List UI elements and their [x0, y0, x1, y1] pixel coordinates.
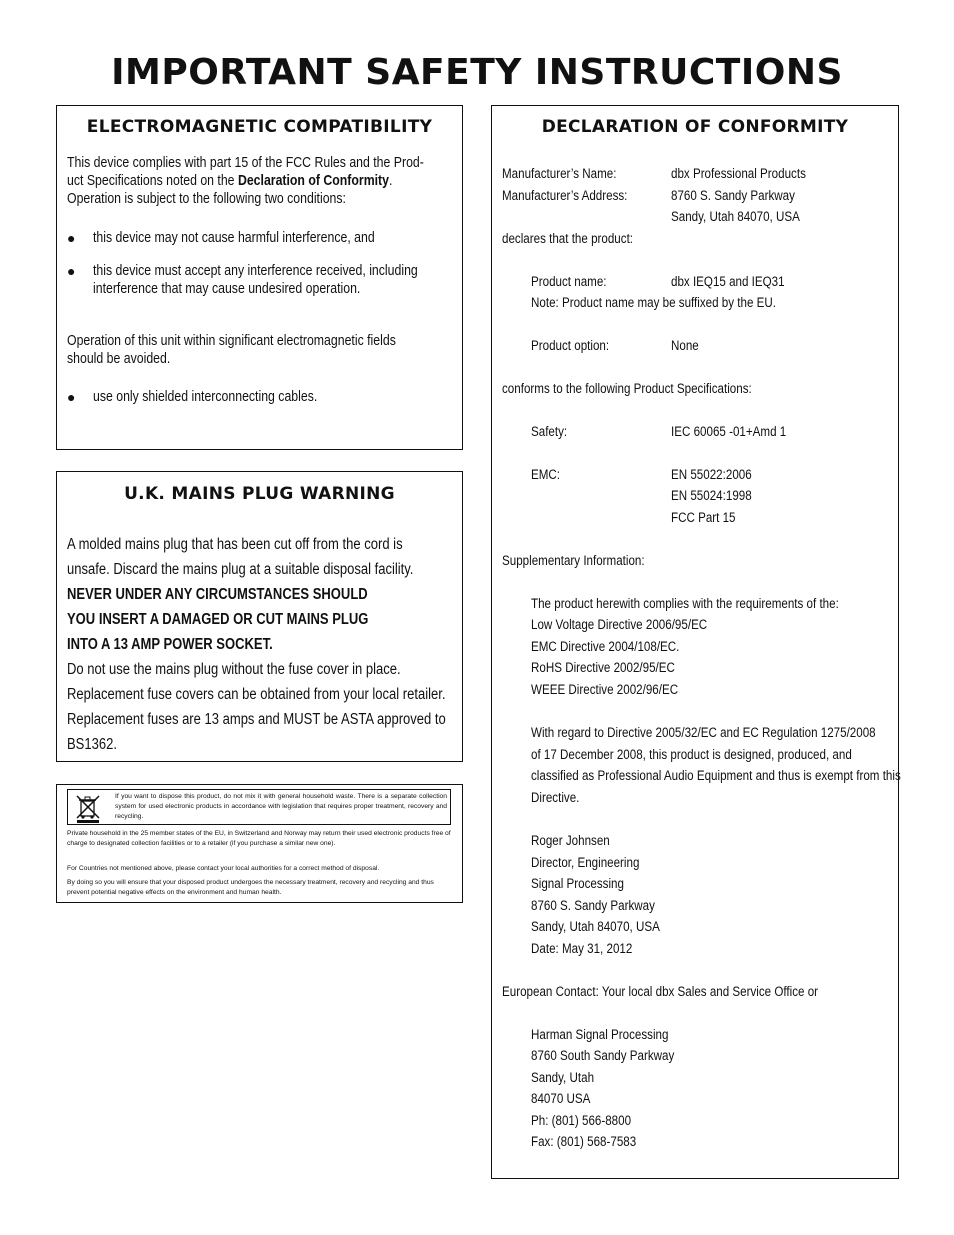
emc-heading: ELECTROMAGNETIC COMPATIBILITY	[86, 117, 433, 137]
weee-disposal-section	[56, 784, 463, 903]
emc-para: Operation of this unit within significant electromagnetic fields should be avoided.	[67, 332, 396, 367]
declaration-line: dbx IEQ15 and IEQ31	[671, 274, 785, 289]
declaration-line: Harman Signal Processing	[531, 1027, 669, 1042]
weee-paragraph: By doing so you will ensure that your disposed product undergoes the necessary treatment, recovery and recycling and thus prevent potential negative effects on the environment and human health.	[67, 879, 434, 896]
declaration-line: Safety:	[531, 424, 568, 439]
declaration-line: Note: Product name may be suffixed by the EU.	[531, 295, 777, 310]
declaration-line: Ph: (801) 566-8800	[531, 1113, 632, 1128]
declaration-line: Directive.	[531, 790, 580, 805]
declaration-line: declares that the product:	[502, 231, 634, 246]
declaration-line: Low Voltage Directive 2006/95/EC	[531, 617, 708, 632]
declaration-line: With regard to Directive 2005/32/EC and EC Regulation 1275/2008	[531, 725, 876, 740]
declaration-line: 8760 South Sandy Parkway	[531, 1048, 675, 1063]
declaration-line: Sandy, Utah 84070, USA	[671, 209, 800, 224]
uk-body: A molded mains plug that has been cut off from the cord is unsafe. Discard the mains plug at a suitable disposal facility. NEVER UNDER ANY CIRCUMSTANCES SHOULD YOU INSERT A DAMAGED OR CUT MAINS PLUG INTO A 13 AMP POWER SOCKET. Do not use the mains plug without the fuse cover in place. Replacement fuse covers can be obtained from your local retailer. Replacement fuses are 13 amps and MUST be ASTA approved to BS1362.	[67, 532, 455, 757]
declaration-line: Director, Engineering	[531, 855, 640, 870]
weee-notice-box	[67, 789, 451, 825]
declaration-line: Sandy, Utah	[531, 1070, 595, 1085]
declaration-line: 8760 S. Sandy Parkway	[671, 188, 795, 203]
emc-intro-line: uct Specifications noted on the Declaration of Conformity.	[67, 172, 393, 189]
declaration-line: Product option:	[531, 338, 610, 353]
declaration-line: None	[671, 338, 699, 353]
declaration-line: RoHS Directive 2002/95/EC	[531, 660, 675, 675]
warning-text: YOU INSERT A DAMAGED OR CUT MAINS PLUG	[67, 611, 369, 628]
uk-heading: U.K. MAINS PLUG WARNING	[124, 484, 395, 504]
declaration-line: Product name:	[531, 274, 607, 289]
page-title: IMPORTANT SAFETY INSTRUCTIONS	[111, 52, 843, 93]
weee-paragraph: For Countries not mentioned above, please contact your local authorities for a correct method of disposal.	[67, 865, 380, 872]
declaration-line: Signal Processing	[531, 876, 624, 891]
declaration-line: of 17 December 2008, this product is designed, produced, and	[531, 747, 852, 762]
warning-text: INTO A 13 AMP POWER SOCKET.	[67, 636, 273, 653]
declaration-line: The product herewith complies with the requirements of the:	[531, 596, 839, 611]
declaration-line: Roger Johnsen	[531, 833, 610, 848]
bullet-icon: ●	[67, 230, 76, 246]
declaration-line: Manufacturer’s Address:	[502, 188, 628, 203]
declaration-line: Fax: (801) 568-7583	[531, 1134, 637, 1149]
doc-heading: DECLARATION OF CONFORMITY	[541, 117, 849, 137]
declaration-line: 84070 USA	[531, 1091, 591, 1106]
declaration-line: European Contact: Your local dbx Sales and Service Office or	[502, 984, 819, 999]
bullet-icon: ●	[67, 263, 76, 279]
declaration-line: classified as Professional Audio Equipment and thus is exempt from this	[531, 768, 901, 783]
declaration-line: EN 55024:1998	[671, 488, 752, 503]
declaration-line: Manufacturer’s Name:	[502, 166, 617, 181]
declaration-line: Date: May 31, 2012	[531, 941, 633, 956]
emc-intro-line: Operation is subject to the following two conditions:	[67, 190, 346, 207]
weee-notice-text: If you want to dispose this product, do not mix it with general household waste. There is a separate collection system for used electronic products in accordance with legislation that requires proper treatment, recovery and recycling.	[115, 793, 447, 820]
declaration-line: Supplementary Information:	[502, 553, 645, 568]
declaration-line: IEC 60065 -01+Amd 1	[671, 424, 787, 439]
declaration-line: Sandy, Utah 84070, USA	[531, 919, 660, 934]
declaration-line: 8760 S. Sandy Parkway	[531, 898, 655, 913]
declaration-line: EMC:	[531, 467, 561, 482]
declaration-line: FCC Part 15	[671, 510, 736, 525]
declaration-line: WEEE Directive 2002/96/EC	[531, 682, 679, 697]
emc-section: ELECTROMAGNETIC COMPATIBILITY This device complies with part 15 of the FCC Rules and the Prod- uct Specifications noted on the Declaration of Conformity. Operation is subject to the following two conditions: ● this device may not cause harmful interference, and ● this device must accept any interference received, including interference that may cause undesired operation. Operation of this unit within significant electromagnetic fields should be avoided. ● use only shielded interconnecting cables.	[56, 105, 463, 450]
declaration-line: EN 55022:2006	[671, 467, 752, 482]
emc-intro-line: This device complies with part 15 of the FCC Rules and the Prod-	[67, 154, 424, 171]
declaration-line: dbx Professional Products	[671, 166, 806, 181]
declaration-line: conforms to the following Product Specifications:	[502, 381, 752, 396]
warning-text: NEVER UNDER ANY CIRCUMSTANCES SHOULD	[67, 586, 368, 603]
declaration-reference: Declaration of Conformity	[237, 172, 389, 189]
emc-intro	[67, 154, 452, 208]
declaration-line: EMC Directive 2004/108/EC.	[531, 639, 680, 654]
weee-paragraph: Private household in the 25 member states of the EU, in Switzerland and Norway may return their used electronic products free of charge to designated collection facilities or to a retailer (if you purchase a similar new one).	[67, 830, 451, 847]
uk-plug-warning-section	[56, 471, 463, 762]
bullet-icon: ●	[67, 389, 76, 405]
crossed-bin-icon	[72, 793, 104, 823]
